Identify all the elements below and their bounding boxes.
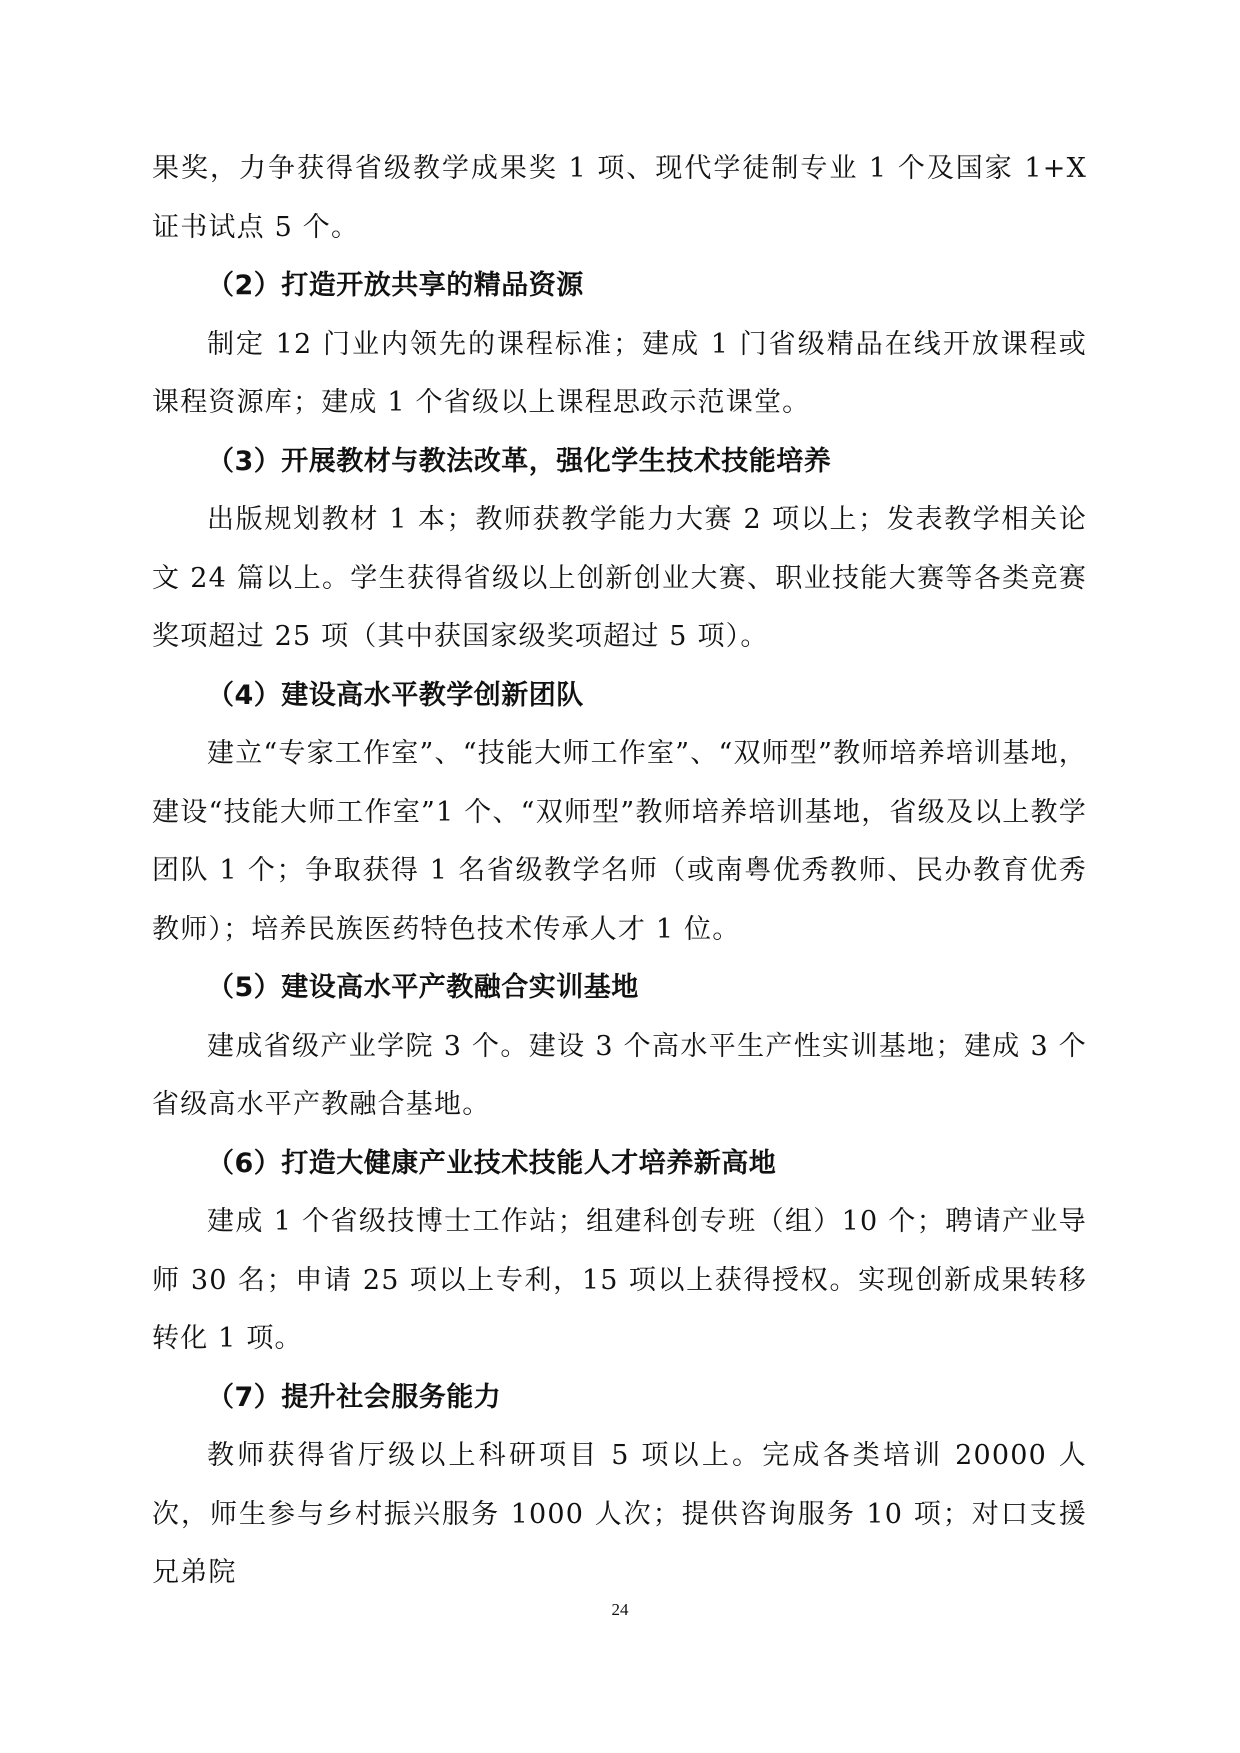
document-page [152,140,1087,1603]
paragraph-continuation: 果奖，力争获得省级教学成果奖 1 项、现代学徒制专业 1 个及国家 1+X 证书试点 5 个。 [152,153,1087,243]
paragraph-training-base: 建成省级产业学院 3 个。建设 3 个高水平生产性实训基地；建成 3 个省级高水平产教融合基地。 [152,1030,1087,1120]
section-heading-2: （2）打造开放共享的精品资源 [207,270,584,301]
section-heading-7: （7）提升社会服务能力 [207,1381,502,1413]
paragraph-health-industry: 建成 1 个省级技博士工作站；组建科创专班（组）10 个；聘请产业导师 30 名；申请 25 项以上专利，15 项以上获得授权。实现创新成果转移转化 1 项。 [152,1206,1087,1354]
paragraph-social-service: 教师获得省厅级以上科研项目 5 项以上。完成各类培训 20000 人次，师生参与乡村振兴服务 1000 人次；提供咨询服务 10 项；对口支援兄弟院 [152,1440,1087,1588]
section-heading-4: （4）建设高水平教学创新团队 [207,679,584,711]
section-heading-6: （6）打造大健康产业技术技能人才培养新高地 [207,1147,777,1179]
paragraph-textbook-reform: 出版规划教材 1 本；教师获教学能力大赛 2 项以上；发表教学相关论文 24 篇以上。学生获得省级以上创新创业大赛、职业技能大赛等各类竞赛奖项超过 25 项（其中获国家级奖项超过 5 项）。 [152,504,1087,652]
section-heading-5: （5）建设高水平产教融合实训基地 [207,972,639,1003]
paragraph-resources: 制定 12 门业内领先的课程标准；建成 1 门省级精品在线开放课程或课程资源库；建成 1 个省级以上课程思政示范课堂。 [152,328,1087,418]
section-heading-3: （3）开展教材与教法改革，强化学生技术技能培养 [207,445,832,477]
paragraph-teaching-team: 建立“专家工作室”、“技能大师工作室”、“双师型”教师培养培训基地，建设“技能大师工作室”1 个、“双师型”教师培养培训基地，省级及以上教学团队 1 个；争取获得 1 名省级教学名师（或南粤优秀教师、民办教育优秀教师）；培养民族医药特色技术传承人才 1 位。 [152,738,1087,945]
page-number: 24 [611,1600,629,1619]
